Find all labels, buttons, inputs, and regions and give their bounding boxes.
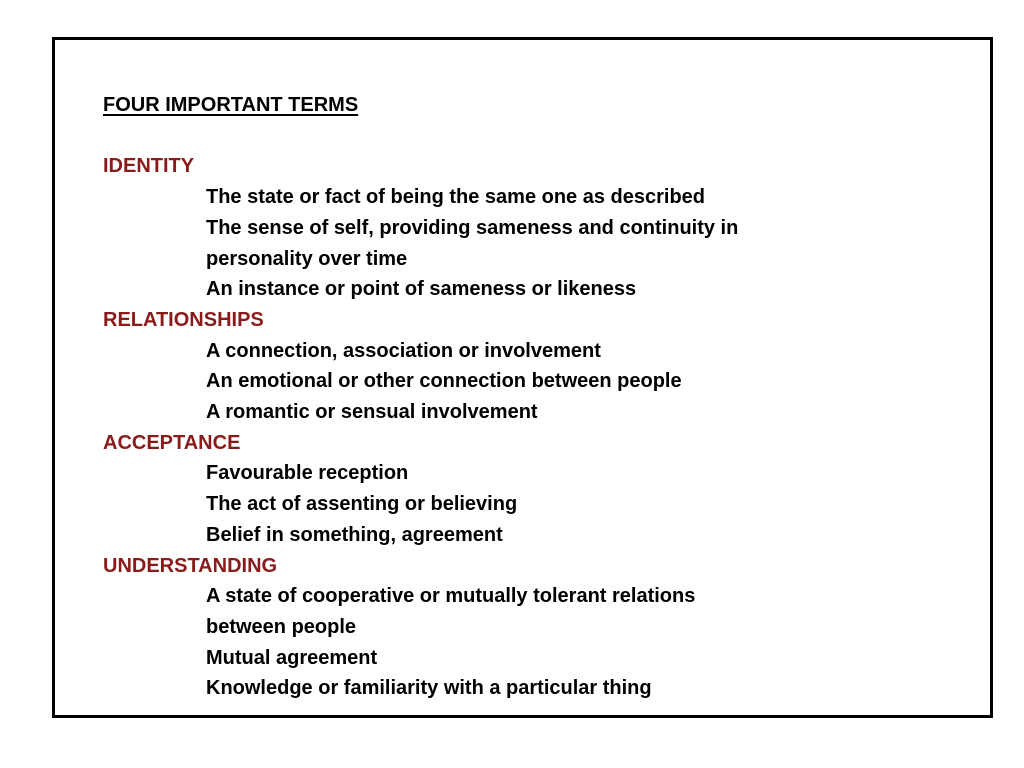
definition-line: Mutual agreement: [206, 646, 378, 669]
definition-line: Knowledge or familiarity with a particular thing: [206, 677, 652, 700]
term-block-relationships: [103, 305, 950, 428]
definition-line: between people: [206, 615, 357, 638]
slide-frame: [52, 37, 993, 718]
term-block-acceptance: [103, 428, 950, 551]
definition-line: A connection, association or involvement: [206, 339, 601, 362]
definition-line: A state of cooperative or mutually tolerant relations: [206, 585, 696, 608]
definition-line: Favourable reception: [206, 462, 409, 485]
definition-line: A romantic or sensual involvement: [206, 401, 538, 424]
term-heading: IDENTITY: [103, 155, 195, 178]
term-block-understanding: [103, 551, 950, 705]
definition-line: An emotional or other connection between people: [206, 370, 682, 393]
term-block-identity: [103, 151, 950, 305]
definition-line: personality over time: [206, 247, 408, 270]
term-heading: UNDERSTANDING: [103, 554, 278, 577]
term-heading: ACCEPTANCE: [103, 431, 241, 454]
definition-line: An instance or point of sameness or likeness: [206, 278, 637, 301]
definition-line: The act of assenting or believing: [206, 493, 518, 516]
definition-line: The sense of self, providing sameness and continuity in: [206, 216, 739, 239]
slide-content: [103, 90, 950, 704]
definition-line: The state or fact of being the same one as described: [206, 186, 706, 209]
title-spacer: [103, 121, 950, 152]
slide-title: FOUR IMPORTANT TERMS: [103, 94, 359, 116]
definition-line: Belief in something, agreement: [206, 523, 503, 546]
term-heading: RELATIONSHIPS: [103, 308, 264, 331]
